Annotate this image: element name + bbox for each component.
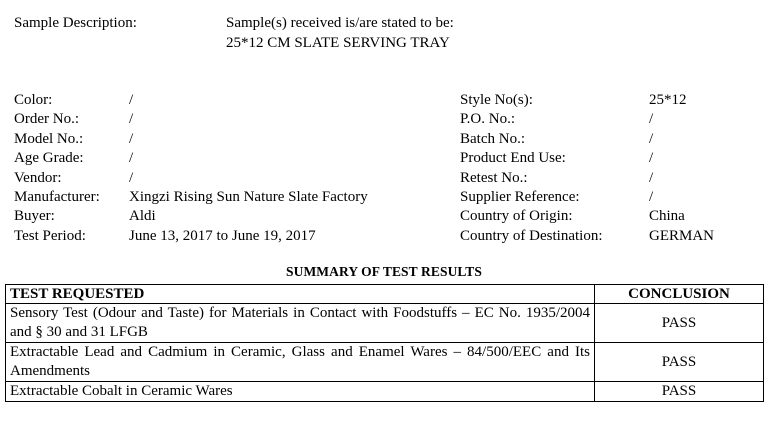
- detail-value: /: [129, 130, 134, 147]
- detail-label: Product End Use:: [460, 150, 566, 167]
- test-conclusion: PASS: [595, 304, 764, 343]
- detail-row-age-grade: [0, 149, 768, 168]
- detail-value: /: [649, 150, 654, 167]
- detail-label: Country of Origin:: [460, 208, 573, 225]
- table-row: [6, 304, 764, 343]
- detail-label: Batch No.:: [460, 130, 525, 147]
- detail-row-model: [0, 130, 768, 149]
- table-row: [6, 382, 764, 402]
- detail-value: /: [649, 169, 654, 186]
- detail-row-manufacturer: [0, 188, 768, 207]
- detail-value: 25*12: [649, 92, 687, 108]
- table-header-row: [6, 285, 764, 304]
- test-name: Sensory Test (Odour and Taste) for Materials in Contact with Foodstuffs – EC No. 1935/2004 and § 30 and 31 LFGB: [6, 304, 595, 343]
- test-name: Extractable Lead and Cadmium in Ceramic, Glass and Enamel Wares – 84/500/EEC and Its Amendments: [6, 343, 595, 382]
- header-test-requested: TEST REQUESTED: [6, 285, 595, 304]
- detail-label: Model No.:: [14, 130, 84, 147]
- test-name: Extractable Cobalt in Ceramic Wares: [6, 382, 595, 402]
- test-conclusion: PASS: [595, 382, 764, 402]
- table-row: [6, 343, 764, 382]
- detail-label: Vendor:: [14, 169, 62, 186]
- test-conclusion: PASS: [595, 343, 764, 382]
- detail-value: /: [129, 111, 134, 128]
- detail-label: Retest No.:: [460, 169, 528, 186]
- detail-label: Test Period:: [14, 227, 86, 244]
- detail-value: /: [129, 92, 134, 108]
- detail-label: Order No.:: [14, 111, 79, 128]
- detail-row-color: [0, 91, 768, 110]
- detail-row-vendor: [0, 169, 768, 188]
- detail-label: Manufacturer:: [14, 188, 100, 205]
- detail-label: Country of Destination:: [460, 227, 603, 244]
- sample-description-product: 25*12 CM SLATE SERVING TRAY: [226, 35, 450, 51]
- detail-label: Supplier Reference:: [460, 188, 580, 205]
- detail-value: GERMAN: [649, 227, 715, 244]
- detail-value: June 13, 2017 to June 19, 2017: [129, 227, 316, 244]
- detail-value: Xingzi Rising Sun Nature Slate Factory: [129, 188, 368, 205]
- detail-value: /: [129, 169, 134, 186]
- detail-label: P.O. No.:: [460, 111, 516, 128]
- detail-label: Color:: [14, 92, 53, 108]
- sample-details: [0, 91, 768, 246]
- detail-label: Buyer:: [14, 208, 55, 225]
- detail-row-order: [0, 110, 768, 129]
- detail-value: /: [649, 111, 654, 128]
- sample-description-intro: Sample(s) received is/are stated to be:: [226, 15, 454, 31]
- detail-label: Style No(s):: [460, 92, 533, 108]
- detail-value: China: [649, 208, 685, 225]
- detail-value: /: [129, 150, 134, 167]
- header-conclusion: CONCLUSION: [595, 285, 764, 304]
- summary-title: SUMMARY OF TEST RESULTS: [285, 264, 482, 279]
- detail-row-test-period: [0, 227, 768, 246]
- detail-value: Aldi: [129, 208, 156, 225]
- detail-value: /: [649, 188, 654, 205]
- detail-label: Age Grade:: [14, 150, 84, 167]
- detail-row-buyer: [0, 207, 768, 226]
- test-results-table: [5, 284, 764, 402]
- sample-description-label: Sample Description:: [14, 15, 137, 31]
- detail-value: /: [649, 130, 654, 147]
